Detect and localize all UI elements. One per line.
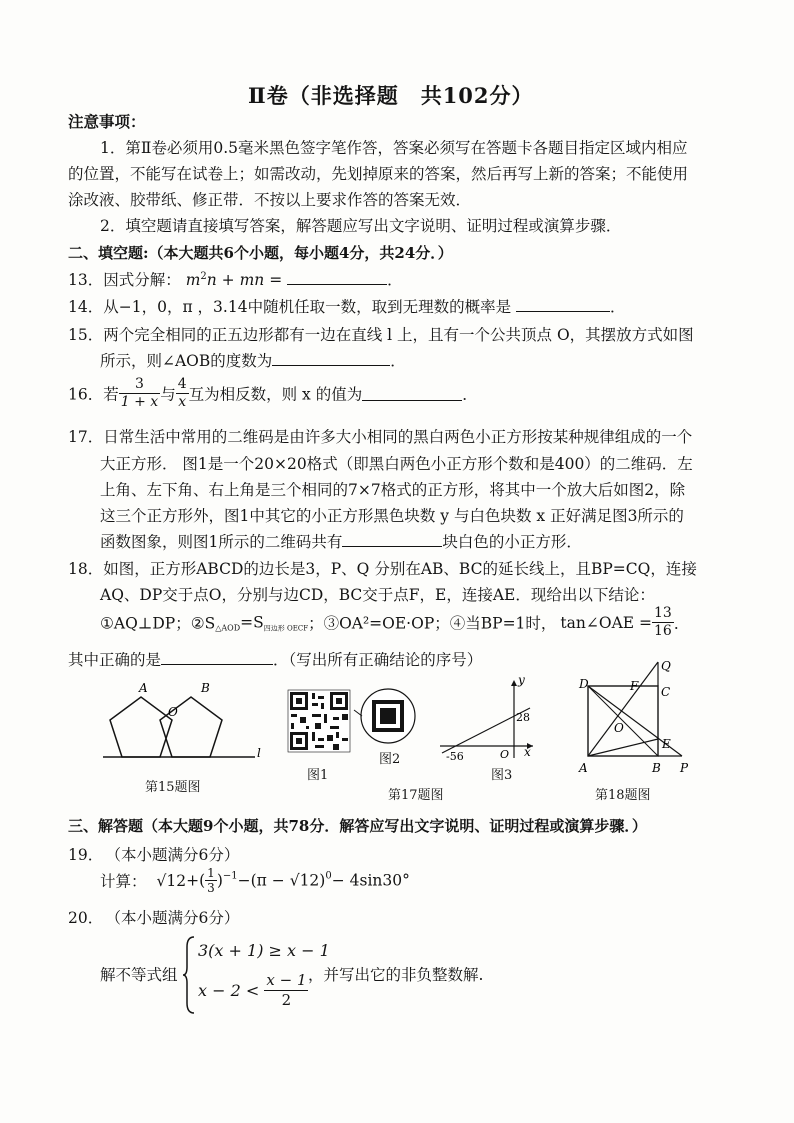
question-18-line4 bbox=[68, 648, 482, 670]
f18-label-A: A bbox=[579, 761, 588, 775]
q13-number: 13． bbox=[68, 271, 104, 289]
q19-sup2: 0 bbox=[325, 870, 332, 882]
q18-number: 18． bbox=[68, 560, 104, 578]
q18-tan-end: ． bbox=[673, 614, 690, 633]
q13-expr-rest: n + mn = bbox=[206, 271, 283, 289]
notice-item1-line2: 的位置，不能写在试卷上；如需改动，先划掉原来的答案，然后再写上新的答案；不能使用 bbox=[68, 165, 689, 183]
question-17-line5 bbox=[100, 530, 582, 552]
notice-item1-line1: 1．第Ⅱ卷必须用0.5毫米黑色签字笔作答，答案必须写在答题卡各题目指定区域内相应 bbox=[100, 139, 688, 157]
f18-label-B: B bbox=[652, 761, 661, 775]
f18-label-O: O bbox=[614, 721, 624, 735]
q16-pre: 若 bbox=[103, 385, 119, 404]
f17-origin-label: O bbox=[500, 748, 510, 761]
q17-answer-blank[interactable] bbox=[342, 532, 442, 547]
q16-answer-blank[interactable] bbox=[362, 386, 462, 401]
q19-score: （本小题满分6分） bbox=[113, 846, 240, 864]
f18-label-P: P bbox=[680, 761, 689, 775]
q20-frac-numerator: x − 1 bbox=[266, 971, 307, 989]
f15-label-l: l bbox=[257, 746, 261, 760]
q17-line1: 日常生活中常用的二维码是由许多大小相同的黑白两色小正方形按某种规律组成的一个 bbox=[103, 428, 693, 446]
notice-item1-line3: 涂改液、胶带纸、修正带．不按以上要求作答的答案无效． bbox=[68, 191, 472, 209]
f15-label-A: A bbox=[139, 681, 148, 695]
q20-number: 20． bbox=[68, 909, 104, 927]
q20-fraction bbox=[264, 971, 308, 1010]
q20-inequality-1: 3(x + 1) ≥ x − 1 bbox=[198, 941, 330, 960]
q19-expr-e: − 4sin30° bbox=[331, 871, 410, 890]
q17-line4: 这三个正方形外，图1中其它的小正方形黑色块数 y 与白色块数 x 正好满足图3所示的 bbox=[100, 507, 684, 525]
q18-c1-end: ；③OA²=OE·OP；④当BP=1时， bbox=[308, 614, 557, 633]
question-15-line1 bbox=[68, 323, 694, 345]
q20-inequality-2 bbox=[198, 971, 308, 1010]
q15-answer-blank[interactable] bbox=[272, 351, 390, 366]
question-19-header bbox=[68, 843, 239, 865]
q16-f1-denominator: 1 + x bbox=[120, 394, 159, 410]
q19-expr-a: √12 bbox=[156, 871, 187, 890]
q13-text: 因式分解： bbox=[103, 271, 181, 289]
q19-sup1: −1 bbox=[222, 870, 238, 882]
q17-line5-b: 块白色的小正方形． bbox=[442, 533, 582, 551]
f17-y-label: y bbox=[518, 673, 525, 687]
q15-end: ． bbox=[390, 352, 406, 370]
q16-f1-numerator: 3 bbox=[119, 376, 160, 394]
q18-line1: 如图，正方形ABCD的边长是3，P、Q 分别在AB、BC的延长线上，且BP=CQ，连接 bbox=[103, 560, 697, 578]
f17-x-label: x bbox=[524, 745, 531, 759]
q18-c1: ①AQ⊥DP；②S bbox=[100, 614, 216, 633]
q17-line2: 大正方形． 图1是一个20×20格式（即黑白两色小正方形个数和是400）的二维码．左 bbox=[100, 455, 693, 473]
figure-18 bbox=[570, 660, 700, 780]
f17-qr-code bbox=[288, 690, 352, 752]
q18-tan-denominator: 16 bbox=[654, 623, 672, 639]
q18-tan-fraction bbox=[652, 605, 674, 640]
f18-label-D: D bbox=[579, 677, 589, 691]
f18-label-C: C bbox=[661, 685, 671, 699]
q19-expr-b: +( bbox=[186, 871, 206, 890]
q14-answer-blank[interactable] bbox=[516, 297, 610, 312]
q20-tail: ，并写出它的非负整数解. bbox=[308, 966, 484, 984]
q19-label: 计算： bbox=[100, 872, 147, 891]
question-13 bbox=[68, 268, 403, 290]
q18-c1-mid: =S bbox=[240, 613, 264, 632]
f17-fig3-label: 图3 bbox=[491, 768, 513, 783]
q14-end: ． bbox=[610, 298, 626, 316]
q19-expr-d: −(π − √12) bbox=[237, 871, 326, 890]
q16-post: 互为相反数，则 x 的值为 bbox=[188, 385, 363, 404]
f17-x-intercept: -56 bbox=[446, 750, 464, 763]
q19-frac-denominator: 3 bbox=[207, 881, 215, 895]
q20-brace bbox=[182, 935, 196, 1015]
f17-y-intercept: 28 bbox=[516, 711, 530, 724]
f17-caption: 第17题图 bbox=[388, 788, 444, 803]
f17-fig1-label: 图1 bbox=[307, 768, 329, 783]
q18-c1-sub1: △AOD bbox=[215, 623, 241, 633]
question-16 bbox=[68, 376, 478, 411]
q20-ineq2-a: x − 2 < bbox=[198, 981, 260, 1000]
q13-answer-blank[interactable] bbox=[287, 270, 387, 285]
q15-number: 15． bbox=[68, 326, 104, 344]
q16-fraction-1 bbox=[119, 376, 160, 411]
q18-tan: tan∠OAE = bbox=[560, 613, 652, 632]
f17-fig2-label: 图2 bbox=[379, 752, 401, 767]
f18-caption: 第18题图 bbox=[595, 788, 651, 803]
q16-mid: 与 bbox=[160, 385, 176, 404]
q16-fraction-2 bbox=[176, 376, 189, 411]
q20-frac-denominator: 2 bbox=[281, 991, 292, 1009]
q18-line2: AQ、DP交于点O，分别与边CD，BC交于点F，E，连接AE．现给出以下结论： bbox=[100, 586, 655, 604]
notice-heading: 注意事项： bbox=[68, 112, 146, 131]
q18-line4-a: 其中正确的是 bbox=[68, 651, 162, 669]
q13-end: ． bbox=[387, 271, 403, 289]
q20-score: （本小题满分6分） bbox=[113, 909, 240, 927]
q19-frac-numerator: 1 bbox=[207, 866, 215, 880]
q16-f2-numerator: 4 bbox=[177, 376, 187, 392]
f18-label-Q: Q bbox=[661, 659, 671, 673]
f15-caption: 第15题图 bbox=[145, 780, 201, 795]
f17-finder-pattern bbox=[360, 688, 416, 744]
q13-expr-m: m bbox=[185, 271, 201, 289]
f17-graph bbox=[438, 673, 538, 763]
q13-expr-sup: 2 bbox=[200, 270, 207, 282]
q18-line4-b: ．（写出所有正确结论的序号） bbox=[273, 651, 483, 669]
q17-line5-a: 函数图象，则图1所示的二维码共有 bbox=[100, 533, 343, 551]
question-15-line2 bbox=[100, 349, 406, 371]
q15-line1: 两个完全相同的正五边形都有一边在直线 l 上，且有一个公共顶点 O，其摆放方式如图 bbox=[103, 326, 694, 344]
f18-label-E: E bbox=[662, 737, 671, 751]
q14-number: 14． bbox=[68, 298, 104, 316]
q18-conclusions bbox=[100, 605, 689, 640]
q19-fraction bbox=[205, 866, 217, 895]
q19-expr-c: ) bbox=[216, 871, 223, 890]
q18-tan-numerator: 13 bbox=[654, 605, 672, 621]
q16-end: ． bbox=[462, 385, 478, 404]
f18-label-F: F bbox=[630, 679, 639, 693]
question-19-expression bbox=[100, 866, 410, 895]
question-18-line1 bbox=[68, 557, 697, 579]
q18-answer-blank[interactable] bbox=[161, 650, 273, 665]
f15-label-B: B bbox=[201, 681, 210, 695]
question-20-header bbox=[68, 906, 239, 928]
page-title: Ⅱ卷（非选择题 共102分） bbox=[248, 83, 534, 108]
q17-number: 17． bbox=[68, 428, 104, 446]
q17-line3: 上角、左下角、右上角是三个相同的7×7格式的正方形，将其中一个放大后如图2，除 bbox=[100, 481, 686, 499]
q20-label: 解不等式组 bbox=[100, 966, 178, 984]
notice-item2: 2．填空题请直接填写答案，解答题应写出文字说明、证明过程或演算步骤． bbox=[100, 217, 622, 235]
section2-heading: 二、填空题:（本大题共6个小题，每小题4分，共24分．） bbox=[68, 244, 453, 262]
figure-15 bbox=[95, 680, 270, 770]
section3-heading: 三、解答题（本大题9个小题，共78分．解答应写出文字说明、证明过程或演算步骤．） bbox=[68, 817, 647, 835]
q18-c1-sub2: 四边形 OECF bbox=[263, 624, 309, 633]
question-14 bbox=[68, 295, 626, 317]
q19-number: 19． bbox=[68, 846, 104, 864]
question-17-line1 bbox=[68, 425, 692, 447]
q15-line2: 所示，则∠AOB的度数为 bbox=[100, 352, 273, 370]
q14-text: 从−1，0，π ，3.14中随机任取一数，取到无理数的概率是 bbox=[103, 298, 512, 316]
q16-f2-denominator: x bbox=[178, 394, 187, 410]
f15-label-O: O bbox=[168, 705, 178, 719]
q16-number: 16． bbox=[68, 385, 104, 404]
